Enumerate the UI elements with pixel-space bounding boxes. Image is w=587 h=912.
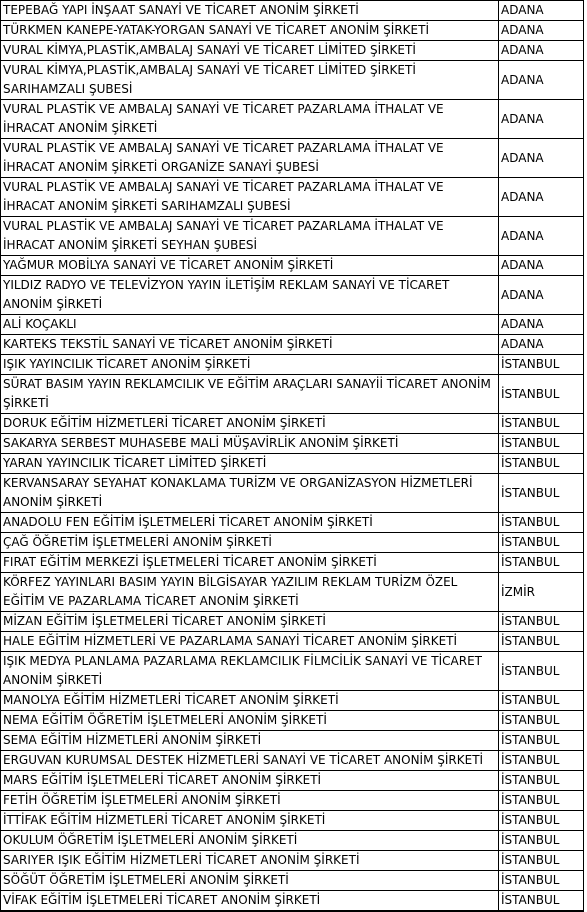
company-name-cell: MARS EĞİTİM İŞLETMELERİ TİCARET ANONİM ŞİRKETİ [1,771,499,791]
table-row [1,652,584,691]
city-cell: İSTANBUL [499,474,584,513]
city-cell: İSTANBUL [499,434,584,454]
table-row [1,178,584,217]
city-cell: ADANA [499,335,584,355]
table-row [1,217,584,256]
city-cell: İSTANBUL [499,375,584,414]
company-name-cell: MANOLYA EĞİTİM HİZMETLERİ TİCARET ANONİM ŞİRKETİ [1,691,499,711]
company-name-cell: IŞIK YAYINCILIK TİCARET ANONİM ŞİRKETİ [1,355,499,375]
company-name-cell: OKULUM ÖĞRETİM İŞLETMELERİ ANONİM ŞİRKETİ [1,831,499,851]
city-cell: İSTANBUL [499,454,584,474]
city-cell: ADANA [499,276,584,315]
company-name-cell: YAĞMUR MOBİLYA SANAYİ VE TİCARET ANONİM ŞİRKETİ [1,256,499,276]
table-row [1,276,584,315]
city-cell: İSTANBUL [499,851,584,871]
company-name-cell: DORUK EĞİTİM HİZMETLERİ TİCARET ANONİM ŞİRKETİ [1,414,499,434]
table-row [1,691,584,711]
table-row [1,553,584,573]
company-name-cell: FETİH ÖĞRETİM İŞLETMELERİ ANONİM ŞİRKETİ [1,791,499,811]
city-cell: İSTANBUL [499,513,584,533]
company-name-cell: SÜRAT BASIM YAYIN REKLAMCILIK VE EĞİTİM ARAÇLARI SANAYİİ TİCARET ANONİM ŞİRKETİ [1,375,499,414]
company-name-cell: ÇAĞ ÖĞRETİM İŞLETMELERİ ANONİM ŞİRKETİ [1,533,499,553]
table-row [1,533,584,553]
city-cell: ADANA [499,139,584,178]
city-cell: İSTANBUL [499,652,584,691]
city-cell: ADANA [499,61,584,100]
table-row [1,573,584,612]
company-name-cell: KARTEKS TEKSTİL SANAYİ VE TİCARET ANONİM ŞİRKETİ [1,335,499,355]
city-cell: İSTANBUL [499,632,584,652]
company-name-cell: YARAN YAYINCILIK TİCARET LİMİTED ŞİRKETİ [1,454,499,474]
city-cell: İSTANBUL [499,871,584,891]
table-row [1,100,584,139]
company-name-cell: YILDIZ RADYO VE TELEVİZYON YAYIN İLETİŞİM REKLAM SANAYİ VE TİCARET ANONİM ŞİRKETİ [1,276,499,315]
city-cell: İSTANBUL [499,771,584,791]
city-cell: İSTANBUL [499,711,584,731]
company-name-cell: KERVANSARAY SEYAHAT KONAKLAMA TURİZM VE ORGANİZASYON HİZMETLERİ ANONİM ŞİRKETİ [1,474,499,513]
table-row [1,474,584,513]
city-cell: İSTANBUL [499,891,584,912]
city-cell: ADANA [499,100,584,139]
table-row [1,315,584,335]
city-cell: İSTANBUL [499,791,584,811]
table-row [1,891,584,912]
company-name-cell: TEPEBAĞ YAPI İNŞAAT SANAYİ VE TİCARET ANONİM ŞİRKETİ [1,1,499,21]
table-row [1,355,584,375]
table-row [1,513,584,533]
table-row [1,632,584,652]
company-name-cell: ERGUVAN KURUMSAL DESTEK HİZMETLERİ SANAYİ VE TİCARET ANONİM ŞİRKETİ [1,751,499,771]
company-name-cell: VURAL KİMYA,PLASTİK,AMBALAJ SANAYİ VE TİCARET LİMİTED ŞİRKETİ SARIHAMZALI ŞUBESİ [1,61,499,100]
city-cell: ADANA [499,1,584,21]
city-cell: İSTANBUL [499,533,584,553]
company-name-cell: ALİ KOÇAKLI [1,315,499,335]
city-cell: İSTANBUL [499,811,584,831]
company-name-cell: ANADOLU FEN EĞİTİM İŞLETMELERİ TİCARET ANONİM ŞİRKETİ [1,513,499,533]
company-name-cell: IŞIK MEDYA PLANLAMA PAZARLAMA REKLAMCILIK FİLMCİLİK SANAYİ VE TİCARET ANONİM ŞİRKETİ [1,652,499,691]
table-row [1,256,584,276]
city-cell: İSTANBUL [499,691,584,711]
city-cell: ADANA [499,41,584,61]
table-row [1,731,584,751]
table-row [1,751,584,771]
city-cell: İSTANBUL [499,553,584,573]
company-name-cell: SEMA EĞİTİM HİZMETLERİ ANONİM ŞİRKETİ [1,731,499,751]
table-row [1,612,584,632]
city-cell: İSTANBUL [499,612,584,632]
table-row [1,375,584,414]
company-name-cell: SÖĞÜT ÖĞRETİM İŞLETMELERİ ANONİM ŞİRKETİ [1,871,499,891]
table-row [1,791,584,811]
table-row [1,771,584,791]
company-name-cell: TÜRKMEN KANEPE-YATAK-YORGAN SANAYİ VE TİCARET ANONİM ŞİRKETİ [1,21,499,41]
city-cell: ADANA [499,315,584,335]
company-name-cell: İTTİFAK EĞİTİM HİZMETLERİ TİCARET ANONİM ŞİRKETİ [1,811,499,831]
table-row [1,434,584,454]
table-row [1,1,584,21]
city-cell: ADANA [499,178,584,217]
city-cell: İSTANBUL [499,831,584,851]
company-name-cell: VURAL PLASTİK VE AMBALAJ SANAYİ VE TİCARET PAZARLAMA İTHALAT VE İHRACAT ANONİM ŞİRKETİ SEYHAN ŞUBESİ [1,217,499,256]
city-cell: ADANA [499,256,584,276]
company-name-cell: SAKARYA SERBEST MUHASEBE MALİ MÜŞAVİRLİK ANONİM ŞİRKETİ [1,434,499,454]
table-row [1,851,584,871]
table-row [1,21,584,41]
company-name-cell: VURAL PLASTİK VE AMBALAJ SANAYİ VE TİCARET PAZARLAMA İTHALAT VE İHRACAT ANONİM ŞİRKETİ [1,100,499,139]
company-name-cell: VURAL PLASTİK VE AMBALAJ SANAYİ VE TİCARET PAZARLAMA İTHALAT VE İHRACAT ANONİM ŞİRKETİ ORGANİZE SANAYİ ŞUBESİ [1,139,499,178]
company-name-cell: MİZAN EĞİTİM İŞLETMELERİ TİCARET ANONİM ŞİRKETİ [1,612,499,632]
table-row [1,61,584,100]
city-cell: İSTANBUL [499,751,584,771]
company-table-body [1,1,584,912]
table-row [1,414,584,434]
city-cell: İSTANBUL [499,731,584,751]
city-cell: İSTANBUL [499,355,584,375]
company-name-cell: VİFAK EĞİTİM İŞLETMELERİ TİCARET ANONİM ŞİRKETİ [1,891,499,912]
table-row [1,811,584,831]
company-name-cell: VURAL KİMYA,PLASTİK,AMBALAJ SANAYİ VE TİCARET LİMİTED ŞİRKETİ [1,41,499,61]
table-row [1,831,584,851]
city-cell: İZMİR [499,573,584,612]
table-row [1,454,584,474]
company-name-cell: KÖRFEZ YAYINLARI BASIM YAYIN BİLGİSAYAR YAZILIM REKLAM TURİZM ÖZEL EĞİTİM VE PAZARLAMA TİCARET ANONİM ŞİRKETİ [1,573,499,612]
table-row [1,139,584,178]
city-cell: ADANA [499,217,584,256]
table-row [1,871,584,891]
table-row [1,711,584,731]
table-row [1,335,584,355]
company-name-cell: FIRAT EĞİTİM MERKEZİ İŞLETMELERİ TİCARET ANONİM ŞİRKETİ [1,553,499,573]
company-name-cell: HALE EĞİTİM HİZMETLERİ VE PAZARLAMA SANAYİ TİCARET ANONİM ŞİRKETİ [1,632,499,652]
company-name-cell: SARIYER IŞIK EĞİTİM HİZMETLERİ TİCARET ANONİM ŞİRKETİ [1,851,499,871]
table-row [1,41,584,61]
company-name-cell: NEMA EĞİTİM ÖĞRETİM İŞLETMELERİ ANONİM ŞİRKETİ [1,711,499,731]
city-cell: ADANA [499,21,584,41]
city-cell: İSTANBUL [499,414,584,434]
company-name-cell: VURAL PLASTİK VE AMBALAJ SANAYİ VE TİCARET PAZARLAMA İTHALAT VE İHRACAT ANONİM ŞİRKETİ SARIHAMZALI ŞUBESİ [1,178,499,217]
